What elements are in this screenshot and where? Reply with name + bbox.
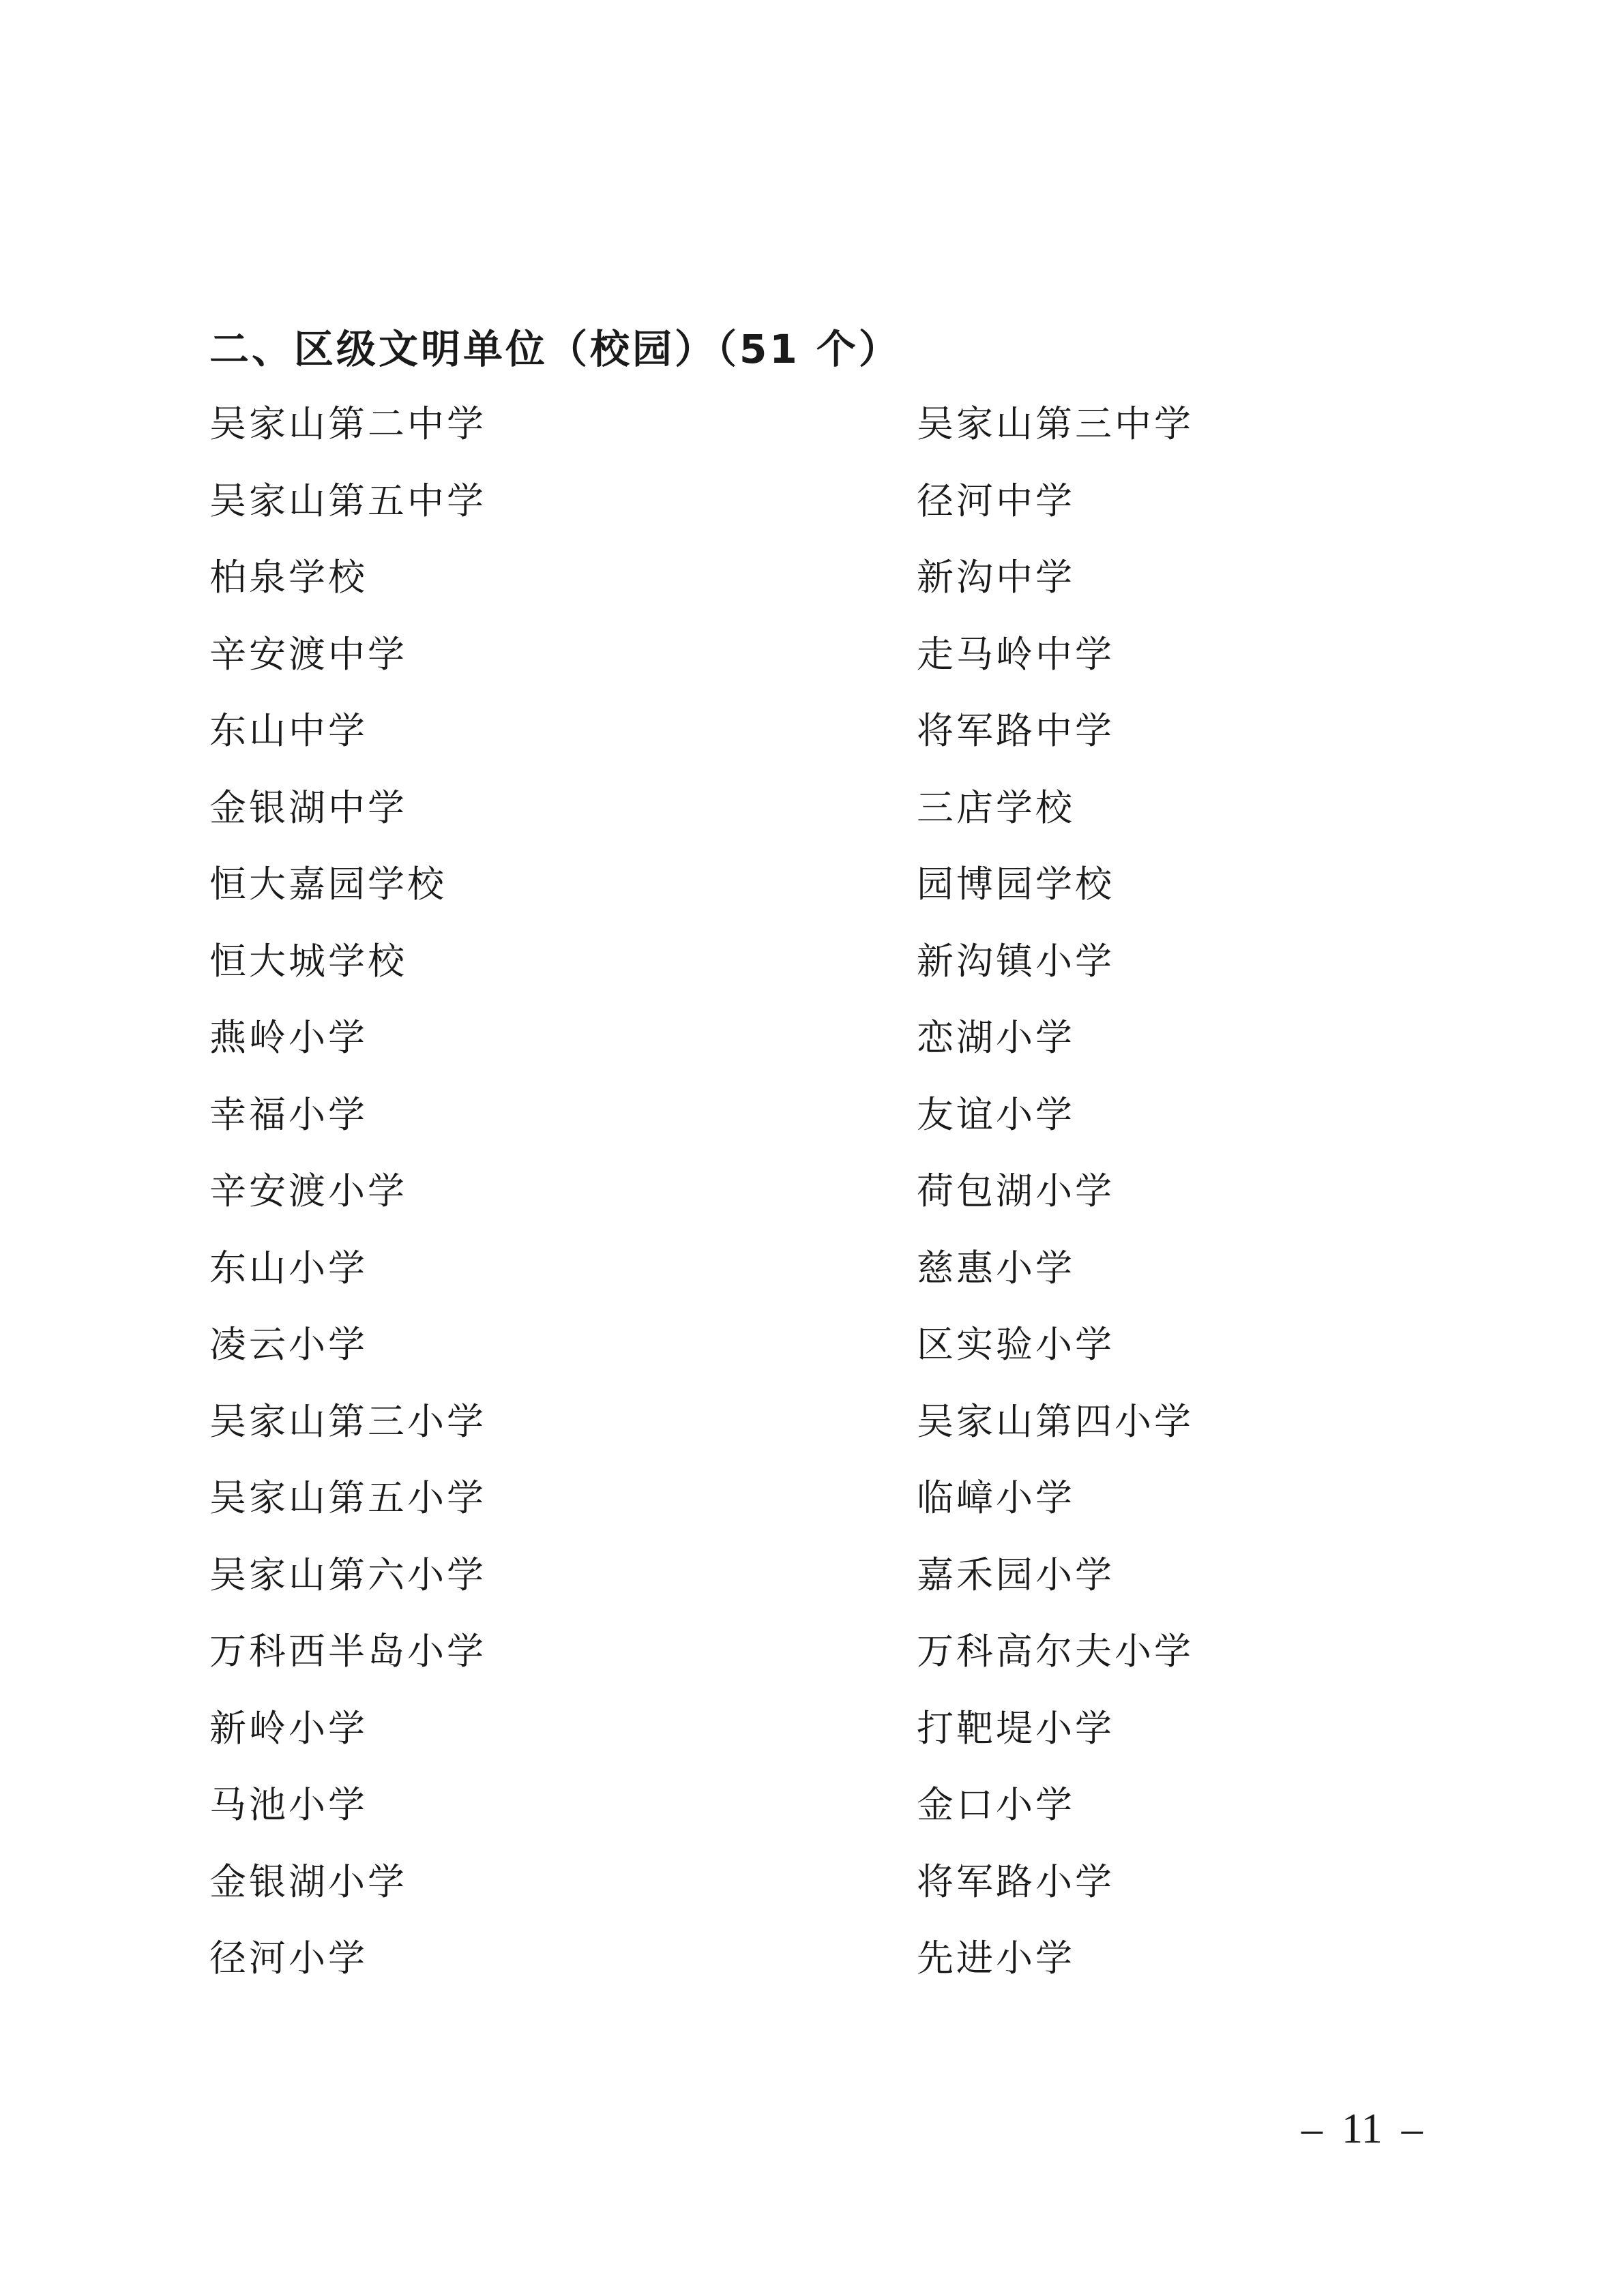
page-number-dash-right: –	[1401, 2106, 1423, 2152]
unit-item: 燕岭小学	[209, 1016, 368, 1059]
unit-item: 辛安渡小学	[209, 1169, 407, 1212]
unit-item: 打靶堤小学	[917, 1706, 1114, 1750]
unit-item: 园博园学校	[917, 863, 1114, 906]
unit-item: 吴家山第五中学	[209, 479, 486, 522]
page-number	[1282, 2102, 1442, 2156]
unit-item: 将军路中学	[917, 709, 1114, 752]
unit-item: 先进小学	[917, 1937, 1075, 1980]
unit-item: 区实验小学	[917, 1323, 1114, 1366]
unit-item: 万科西半岛小学	[209, 1630, 486, 1673]
unit-item: 恒大嘉园学校	[209, 863, 447, 906]
unit-item: 柏泉学校	[209, 556, 368, 599]
unit-item: 马池小学	[209, 1783, 368, 1826]
unit-item: 金口小学	[917, 1783, 1075, 1826]
unit-item: 荷包湖小学	[917, 1169, 1114, 1212]
unit-item: 恒大城学校	[209, 939, 407, 983]
unit-item: 吴家山第三中学	[917, 402, 1194, 445]
unit-item: 新沟镇小学	[917, 939, 1114, 983]
unit-list	[209, 397, 1369, 2008]
unit-item: 金银湖中学	[209, 786, 407, 829]
unit-item: 万科高尔夫小学	[917, 1630, 1194, 1673]
unit-item: 幸福小学	[209, 1092, 368, 1136]
unit-item: 凌云小学	[209, 1323, 368, 1366]
unit-item: 慈惠小学	[917, 1246, 1075, 1289]
unit-item: 金银湖小学	[209, 1860, 407, 1903]
section-title: 二、区级文明单位（校园）（51 个）	[209, 326, 901, 372]
unit-item: 辛安渡中学	[209, 632, 407, 676]
unit-item: 新岭小学	[209, 1706, 368, 1750]
unit-item: 东山中学	[209, 709, 368, 752]
unit-item: 径河小学	[209, 1937, 368, 1980]
unit-item: 嘉禾园小学	[917, 1553, 1114, 1596]
unit-item: 径河中学	[917, 479, 1075, 522]
unit-item: 吴家山第六小学	[209, 1553, 486, 1596]
unit-item: 三店学校	[917, 786, 1075, 829]
page-number-value: 11	[1342, 2106, 1383, 2152]
unit-item: 友谊小学	[917, 1092, 1075, 1136]
unit-item: 临嶂小学	[917, 1476, 1075, 1519]
page-number-dash-left: –	[1301, 2106, 1323, 2152]
unit-item: 新沟中学	[917, 556, 1075, 599]
unit-item: 走马岭中学	[917, 632, 1114, 676]
unit-item: 吴家山第四小学	[917, 1399, 1194, 1443]
unit-item: 吴家山第三小学	[209, 1399, 486, 1443]
unit-item: 吴家山第五小学	[209, 1476, 486, 1519]
unit-item: 东山小学	[209, 1246, 368, 1289]
unit-item: 将军路小学	[917, 1860, 1114, 1903]
unit-item: 吴家山第二中学	[209, 402, 486, 445]
unit-item: 恋湖小学	[917, 1016, 1075, 1059]
